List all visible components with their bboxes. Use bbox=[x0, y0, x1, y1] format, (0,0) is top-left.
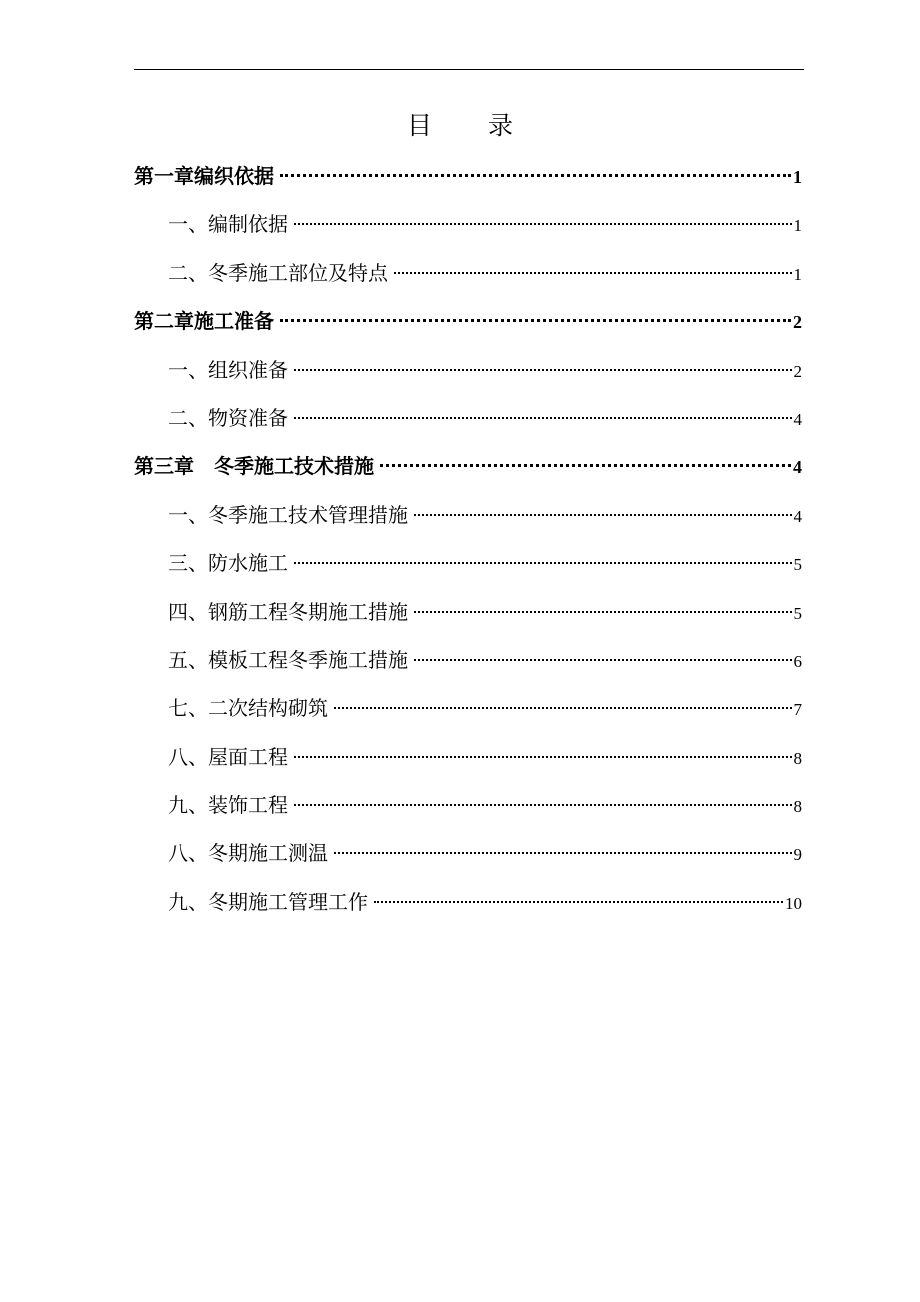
dot-leader bbox=[294, 369, 792, 371]
toc-entry-text: 第三章 冬季施工技术措施 bbox=[134, 454, 374, 479]
toc-entry-text: 三、防水施工 bbox=[168, 551, 288, 576]
toc-section-entry[interactable] bbox=[134, 878, 802, 926]
toc-entry-text: 五、模板工程冬季施工措施 bbox=[168, 647, 408, 672]
toc-chapter-entry[interactable] bbox=[134, 152, 802, 200]
toc-entry-page-number: 7 bbox=[793, 700, 802, 720]
toc-entry-page-number: 4 bbox=[793, 506, 802, 526]
toc-entry-text: 二、物资准备 bbox=[168, 405, 288, 430]
toc-section-entry[interactable] bbox=[134, 394, 802, 442]
toc-entry-text: 八、屋面工程 bbox=[168, 744, 288, 769]
toc-entry-page-number: 9 bbox=[793, 845, 802, 865]
toc-chapter-entry[interactable] bbox=[134, 442, 802, 490]
toc-chapter-entry[interactable] bbox=[134, 297, 802, 345]
dot-leader bbox=[294, 562, 792, 564]
dot-leader bbox=[380, 464, 791, 467]
toc-section-entry[interactable] bbox=[134, 636, 802, 684]
toc-entry-text: 第二章施工准备 bbox=[134, 309, 274, 334]
toc-entry-page-number: 1 bbox=[793, 167, 802, 187]
dot-leader bbox=[294, 804, 792, 806]
dot-leader bbox=[414, 659, 792, 661]
toc-entry-page-number: 5 bbox=[793, 555, 802, 575]
toc-entry-text: 一、组织准备 bbox=[168, 357, 288, 382]
toc-entry-page-number: 4 bbox=[793, 457, 802, 478]
toc-entry-text: 一、冬季施工技术管理措施 bbox=[168, 502, 408, 527]
dot-leader bbox=[334, 852, 792, 854]
toc-section-entry[interactable] bbox=[134, 539, 802, 587]
toc-section-entry[interactable] bbox=[134, 491, 802, 539]
toc-section-entry[interactable] bbox=[134, 200, 802, 248]
toc-entry-text: 一、编制依据 bbox=[168, 212, 288, 237]
toc-entry-text: 九、冬期施工管理工作 bbox=[168, 889, 368, 914]
toc-section-entry[interactable] bbox=[134, 588, 802, 636]
dot-leader bbox=[394, 272, 792, 274]
toc-list bbox=[134, 152, 802, 926]
toc-section-entry[interactable] bbox=[134, 781, 802, 829]
dot-leader bbox=[374, 901, 783, 903]
dot-leader bbox=[334, 707, 792, 709]
dot-leader bbox=[280, 174, 791, 177]
toc-section-entry[interactable] bbox=[134, 684, 802, 732]
toc-entry-page-number: 5 bbox=[793, 603, 802, 623]
dot-leader bbox=[280, 319, 791, 322]
dot-leader bbox=[414, 611, 792, 613]
dot-leader bbox=[414, 514, 792, 516]
toc-entry-text: 八、冬期施工测温 bbox=[168, 841, 328, 866]
toc-entry-page-number: 6 bbox=[793, 651, 802, 671]
toc-title-part1: 目 bbox=[406, 111, 432, 140]
toc-title-part2: 录 bbox=[488, 111, 514, 140]
toc-entry-page-number: 2 bbox=[793, 312, 802, 333]
toc-section-entry[interactable] bbox=[134, 346, 802, 394]
toc-entry-page-number: 8 bbox=[793, 797, 802, 817]
header-rule bbox=[134, 69, 804, 70]
toc-entry-text: 九、装饰工程 bbox=[168, 793, 288, 818]
toc-title bbox=[0, 108, 920, 144]
toc-entry-text: 第一章编织依据 bbox=[134, 164, 274, 188]
toc-entry-page-number: 2 bbox=[793, 361, 802, 381]
toc-section-entry[interactable] bbox=[134, 829, 802, 877]
toc-entry-page-number: 8 bbox=[793, 748, 802, 768]
toc-entry-page-number: 1 bbox=[793, 264, 802, 284]
toc-section-entry[interactable] bbox=[134, 733, 802, 781]
toc-section-entry[interactable] bbox=[134, 249, 802, 297]
toc-entry-page-number: 1 bbox=[793, 216, 802, 236]
toc-entry-text: 四、钢筋工程冬期施工措施 bbox=[168, 599, 408, 624]
dot-leader bbox=[294, 417, 792, 419]
toc-entry-text: 二、冬季施工部位及特点 bbox=[168, 260, 388, 285]
toc-entry-page-number: 10 bbox=[785, 893, 802, 913]
toc-entry-text: 七、二次结构砌筑 bbox=[168, 696, 328, 721]
dot-leader bbox=[294, 223, 792, 225]
dot-leader bbox=[294, 756, 792, 758]
toc-entry-page-number: 4 bbox=[793, 409, 802, 429]
